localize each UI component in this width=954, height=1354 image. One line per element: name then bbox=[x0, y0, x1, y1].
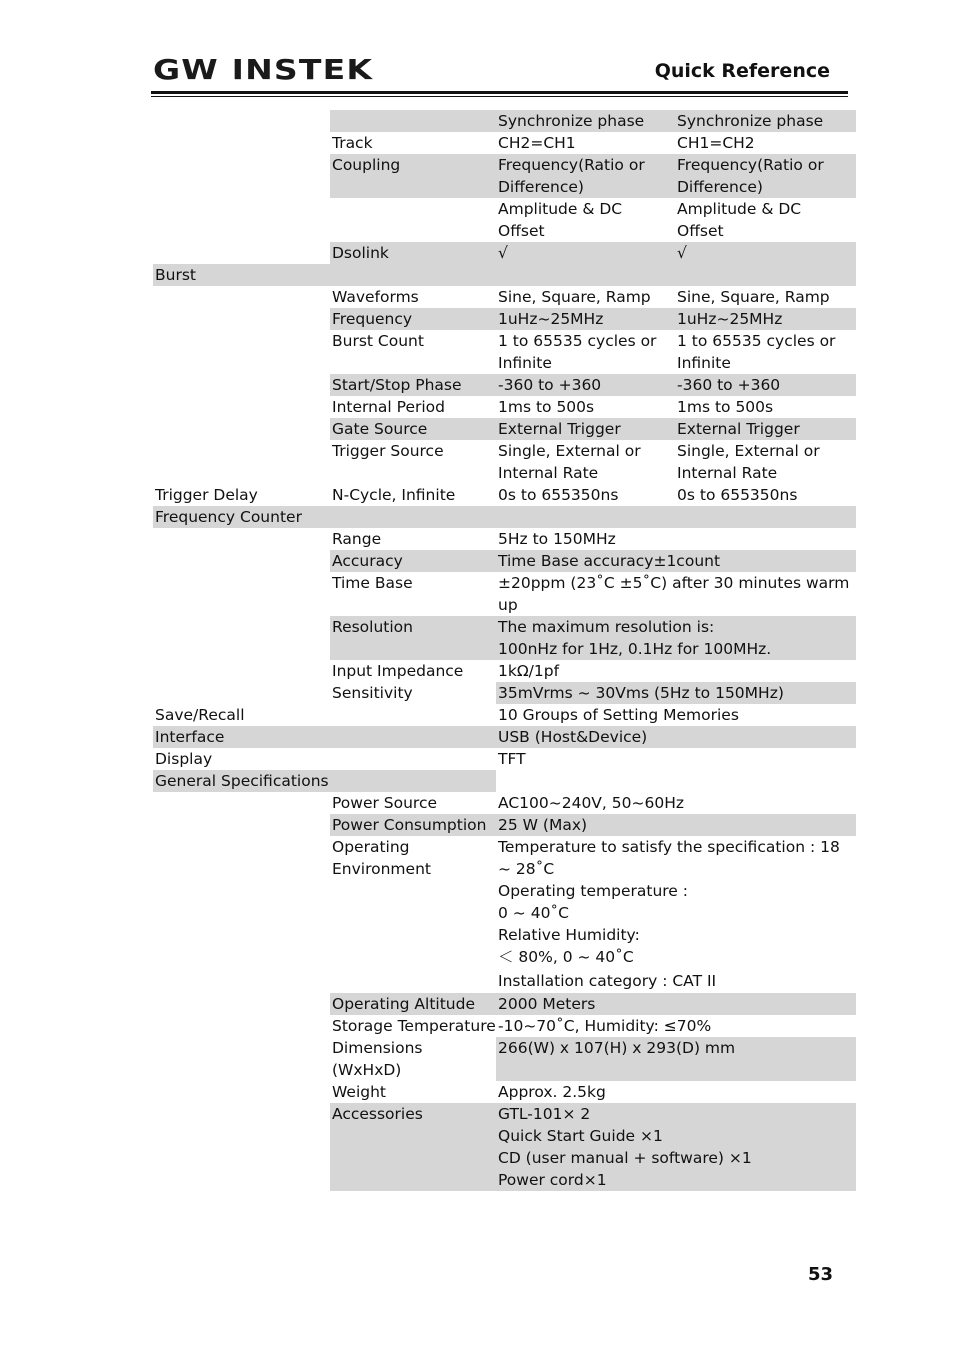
table-cell-c34: 266(W) x 107(H) x 293(D) mm bbox=[496, 1037, 856, 1081]
table-cell-c1: General Specifications bbox=[155, 772, 329, 790]
table-row bbox=[153, 993, 856, 1015]
table-row bbox=[153, 1037, 856, 1081]
table-cell-c2 bbox=[330, 110, 496, 132]
table-cell-c4: -360 to +360 bbox=[675, 374, 856, 396]
table-cell-c34: Installation category : CAT II bbox=[498, 972, 717, 990]
table-row bbox=[153, 924, 856, 970]
table-row bbox=[153, 550, 856, 572]
table-cell-c34: ±20ppm (23˚C ±5˚C) after 30 minutes warm up bbox=[498, 574, 850, 614]
table-cell-c2: Burst Count bbox=[332, 332, 424, 350]
table-cell-c3: √ bbox=[496, 242, 675, 264]
table-cell-c2: Coupling bbox=[330, 154, 496, 198]
table-row bbox=[153, 616, 856, 660]
table-cell-c3: Synchronize phase bbox=[496, 110, 675, 132]
table-cell-c34: Temperature to satisfy the specification : 18 ~ 28˚C bbox=[498, 838, 840, 878]
table-cell-c2: Power Source bbox=[332, 794, 438, 812]
table-cell-c2: Operating Environment bbox=[332, 838, 431, 878]
table-cell-c1: Burst bbox=[153, 264, 330, 286]
table-cell-c2 bbox=[330, 506, 496, 528]
table-cell-c3 bbox=[496, 506, 675, 528]
table-row bbox=[153, 704, 856, 726]
table-cell-c34: Time Base accuracy±1count bbox=[496, 550, 856, 572]
table-row bbox=[153, 572, 856, 616]
table-cell-c2: Storage Temperature bbox=[332, 1017, 496, 1035]
table-cell-c3: CH2=CH1 bbox=[498, 134, 576, 152]
table-cell-c2: Accessories bbox=[330, 1103, 496, 1191]
table-cell-c2: Input Impedance bbox=[332, 662, 464, 680]
table-cell-c34: 1kΩ/1pf bbox=[498, 662, 560, 680]
table-cell-c4: Amplitude & DC Offset bbox=[677, 200, 802, 240]
table-cell-c34: AC100~240V, 50~60Hz bbox=[498, 794, 684, 812]
table-cell-c34: 10 Groups of Setting Memories bbox=[498, 706, 739, 724]
table-cell-c2: Trigger Source bbox=[332, 442, 444, 460]
table-cell-c34: Approx. 2.5kg bbox=[498, 1083, 606, 1101]
table-cell-c34: Operating temperature : 0 ~ 40˚C bbox=[498, 882, 688, 922]
table-row bbox=[153, 970, 856, 993]
table-cell-c3: Amplitude & DC Offset bbox=[498, 200, 623, 240]
table-cell-c34: TFT bbox=[498, 750, 526, 768]
table-row bbox=[153, 330, 856, 374]
table-row bbox=[153, 132, 856, 154]
table-cell-c4: Sine, Square, Ramp bbox=[677, 288, 830, 306]
table-cell-c34: 35mVrms ~ 30Vms (5Hz to 150MHz) bbox=[496, 682, 856, 704]
table-cell-c4: External Trigger bbox=[675, 418, 856, 440]
table-row bbox=[153, 770, 856, 792]
table-row bbox=[153, 814, 856, 836]
table-row bbox=[153, 880, 856, 924]
table-cell-c4 bbox=[675, 264, 856, 286]
page-number: 53 bbox=[807, 1264, 833, 1285]
table-cell-c34: USB (Host&Device) bbox=[496, 726, 856, 748]
header-rule-thick bbox=[151, 91, 848, 94]
table-cell-c34: 2000 Meters bbox=[496, 993, 856, 1015]
table-cell-c4: 0s to 655350ns bbox=[677, 486, 798, 504]
table-cell-c3: 1uHz~25MHz bbox=[496, 308, 675, 330]
table-cell-c4: Single, External or Internal Rate bbox=[677, 442, 820, 482]
table-cell-c34: -10~70˚C, Humidity: ≤70% bbox=[498, 1017, 712, 1035]
specification-table bbox=[153, 110, 856, 1191]
table-row bbox=[153, 242, 856, 264]
table-cell-c2: Range bbox=[332, 530, 382, 548]
table-cell-c1: Frequency Counter bbox=[153, 506, 330, 528]
table-cell-c2: Internal Period bbox=[332, 398, 445, 416]
table-cell-c2: Dsolink bbox=[330, 242, 496, 264]
table-row bbox=[153, 264, 856, 286]
table-cell-c4 bbox=[675, 506, 856, 528]
table-cell-c3: External Trigger bbox=[496, 418, 675, 440]
table-cell-c1: Interface bbox=[153, 726, 330, 748]
table-row bbox=[153, 396, 856, 418]
table-cell-c2: Dimensions (WxHxD) bbox=[332, 1039, 423, 1079]
table-row bbox=[153, 374, 856, 396]
table-cell-c2: Track bbox=[332, 134, 373, 152]
table-cell-c4: 1uHz~25MHz bbox=[675, 308, 856, 330]
table-row bbox=[153, 440, 856, 484]
table-row bbox=[153, 308, 856, 330]
table-cell-c2 bbox=[330, 770, 496, 792]
table-row bbox=[153, 1103, 856, 1191]
table-cell-c2: Start/Stop Phase bbox=[330, 374, 496, 396]
table-row bbox=[153, 836, 856, 880]
table-cell-c3: 1 to 65535 cycles or Infinite bbox=[498, 332, 657, 372]
table-cell-c3: Sine, Square, Ramp bbox=[498, 288, 651, 306]
table-cell-c2 bbox=[330, 726, 496, 748]
table-row bbox=[153, 484, 856, 506]
table-cell-c34: 5Hz to 150MHz bbox=[498, 530, 616, 548]
table-cell-c4: Frequency(Ratio or Difference) bbox=[675, 154, 856, 198]
table-cell-c2: Operating Altitude bbox=[330, 993, 496, 1015]
gw-instek-logo: GW INSTEK bbox=[153, 53, 374, 86]
table-cell-c3: 0s to 655350ns bbox=[498, 486, 619, 504]
table-row bbox=[153, 418, 856, 440]
table-row bbox=[153, 198, 856, 242]
table-cell-c2: Frequency bbox=[330, 308, 496, 330]
table-cell-c4: Synchronize phase bbox=[675, 110, 856, 132]
table-cell-c34: GTL-101× 2 Quick Start Guide ×1 CD (user manual + software) ×1 Power cord×1 bbox=[496, 1103, 856, 1191]
table-cell-c4: CH1=CH2 bbox=[677, 134, 755, 152]
table-row bbox=[153, 154, 856, 198]
table-cell-c2: Resolution bbox=[330, 616, 496, 660]
table-cell-c2: Weight bbox=[332, 1083, 387, 1101]
section-title: Quick Reference bbox=[654, 60, 830, 82]
table-cell-c2: Accuracy bbox=[330, 550, 496, 572]
table-cell-c2: Waveforms bbox=[332, 288, 419, 306]
table-cell-c1: Display bbox=[155, 750, 213, 768]
table-cell-c34: The maximum resolution is: 100nHz for 1Hz, 0.1Hz for 100MHz. bbox=[496, 616, 856, 660]
table-cell-c2: Time Base bbox=[332, 574, 413, 592]
table-cell-c3: Single, External or Internal Rate bbox=[498, 442, 641, 482]
table-row bbox=[153, 528, 856, 550]
table-row bbox=[153, 726, 856, 748]
table-row bbox=[153, 286, 856, 308]
table-cell-c2: Gate Source bbox=[330, 418, 496, 440]
table-cell-c4: 1 to 65535 cycles or Infinite bbox=[677, 332, 836, 372]
table-cell-c4: √ bbox=[675, 242, 856, 264]
table-row bbox=[153, 1015, 856, 1037]
table-cell-c3: -360 to +360 bbox=[496, 374, 675, 396]
table-cell-c1: Trigger Delay bbox=[155, 486, 258, 504]
table-cell-c2: Sensitivity bbox=[332, 684, 413, 702]
table-cell-c34: Relative Humidity: ＜ 80%, 0 ~ 40˚C bbox=[498, 926, 640, 966]
table-row bbox=[153, 660, 856, 682]
table-row bbox=[153, 1081, 856, 1103]
header-rule-thin bbox=[151, 96, 848, 97]
table-cell-c2: Power Consumption bbox=[330, 814, 496, 836]
table-cell-c3: Frequency(Ratio or Difference) bbox=[496, 154, 675, 198]
table-cell-c1: Save/Recall bbox=[155, 706, 245, 724]
table-cell-c2: N-Cycle, Infinite bbox=[332, 486, 456, 504]
table-cell-c4: 1ms to 500s bbox=[677, 398, 774, 416]
table-cell-c3: 1ms to 500s bbox=[498, 398, 595, 416]
table-row bbox=[153, 682, 856, 704]
table-cell-c2 bbox=[330, 264, 496, 286]
table-row bbox=[153, 110, 856, 132]
table-cell-c34: 25 W (Max) bbox=[496, 814, 856, 836]
table-row bbox=[153, 748, 856, 770]
table-row bbox=[153, 506, 856, 528]
table-row bbox=[153, 792, 856, 814]
table-cell-c3 bbox=[496, 264, 675, 286]
